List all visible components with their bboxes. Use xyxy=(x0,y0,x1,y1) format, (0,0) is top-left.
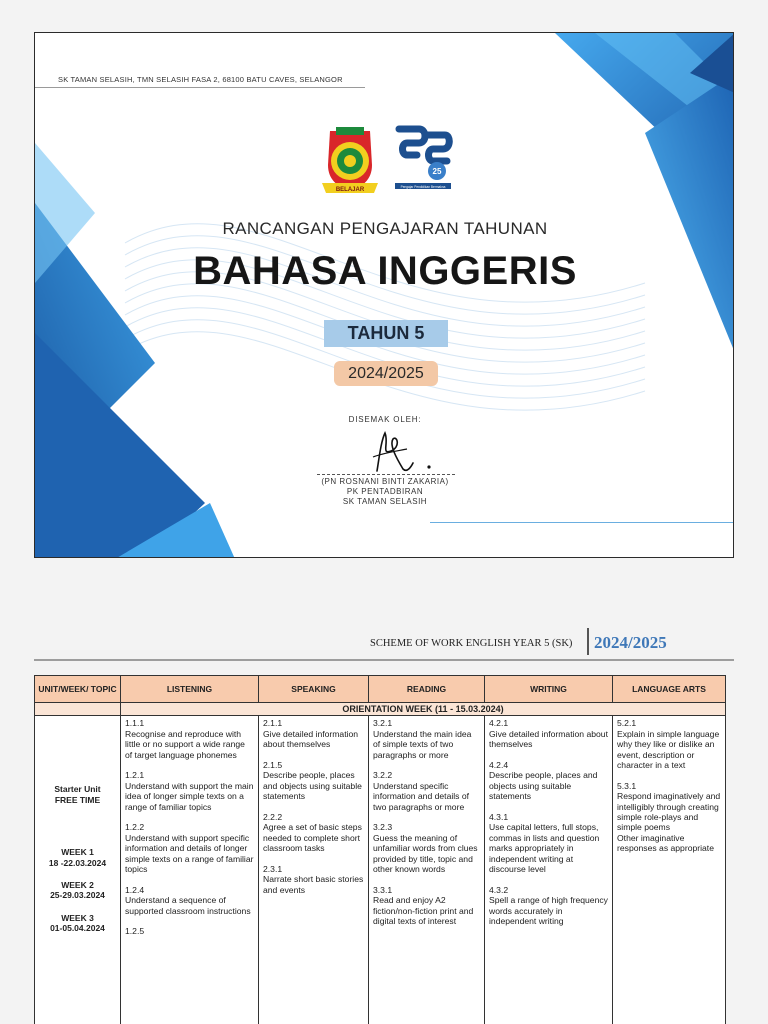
address-underline xyxy=(35,87,365,88)
signatory-block xyxy=(35,477,734,507)
decorative-rule xyxy=(430,522,734,523)
unit-week-cell xyxy=(35,716,121,1024)
column-header-reading: READING xyxy=(369,676,485,703)
standard-code: 1.2.4 xyxy=(125,884,145,895)
list-item xyxy=(125,885,254,916)
standard-code: 4.3.2 xyxy=(489,884,509,895)
cover-title: BAHASA INGGERIS xyxy=(193,249,577,293)
standard-code: 3.2.2 xyxy=(373,770,393,781)
standard-text: Understand specific information and details of two paragraphs or more xyxy=(373,780,470,812)
standard-text: Give detailed information about themselves xyxy=(263,728,359,750)
standard-text: Respond imaginatively and intelligibly through creating simple role-plays and simple poems xyxy=(617,791,721,833)
orientation-row xyxy=(35,703,726,716)
list-item xyxy=(373,885,480,927)
list-item xyxy=(617,833,721,854)
list-item xyxy=(263,812,364,854)
week-label: WEEK 3 xyxy=(61,912,94,923)
standard-code: 3.2.3 xyxy=(373,822,393,833)
speaking-cell xyxy=(259,716,369,1024)
column-header-writing: WRITING xyxy=(485,676,613,703)
standard-text: Understand with support specific information and details of longer simple texts on a range of familiar topics xyxy=(125,832,254,875)
scheme-header: SCHEME OF WORK ENGLISH YEAR 5 (SK) xyxy=(370,638,573,649)
standard-text: Understand with support the main idea of longer simple texts on a range of familiar topics xyxy=(125,780,254,812)
standard-code: 2.3.1 xyxy=(263,864,283,875)
list-item xyxy=(263,864,364,895)
column-header-language-arts: LANGUAGE ARTS xyxy=(613,676,726,703)
signatory-school: SK TAMAN SELASIH xyxy=(342,497,428,506)
standard-code: 1.1.1 xyxy=(125,718,145,729)
logo-number: 25 xyxy=(432,167,442,176)
standard-text: Guess the meaning of unfamiliar words from clues provided by title, topic and other known words xyxy=(373,832,478,875)
list-item xyxy=(489,718,608,749)
list-item xyxy=(263,718,364,749)
handwritten-signature xyxy=(367,429,447,475)
orientation-week: ORIENTATION WEEK (11 - 15.03.2024) xyxy=(121,703,726,716)
standard-text: Describe people, places and objects using suitable statements xyxy=(489,770,598,802)
unit-name: Starter Unit xyxy=(54,784,101,795)
standard-text: Explain in simple language why they like or dislike an event, description or character in a text xyxy=(617,728,720,771)
standard-code: 4.2.4 xyxy=(489,760,509,771)
list-item xyxy=(489,885,608,927)
standard-text: Agree a set of basic steps needed to complete short classroom tasks xyxy=(263,822,362,854)
table-header-row xyxy=(35,676,726,703)
cover-page xyxy=(34,32,734,558)
logo-caption: Pengajar Pendidikan Bermakna xyxy=(400,185,446,189)
standard-text: Read and enjoy A2 fiction/non-fiction print and digital texts of interest xyxy=(373,895,474,927)
list-item xyxy=(373,718,480,760)
orientation-spacer xyxy=(35,703,121,716)
signatory-name: (PN ROSNANI BINTI ZAKARIA) xyxy=(321,477,449,486)
header-rule xyxy=(34,659,734,661)
school-crest-logo xyxy=(318,125,382,199)
standard-text: Give detailed information about themselves xyxy=(489,728,608,750)
week-dates: 25-29.03.2024 xyxy=(50,890,105,901)
listening-cell xyxy=(121,716,259,1024)
column-header-unit: UNIT/WEEK/ TOPIC xyxy=(35,676,121,703)
session-badge: 2024/2025 xyxy=(334,361,438,386)
list-item xyxy=(489,760,608,802)
writing-cell xyxy=(485,716,613,1024)
standard-text: Understand a sequence of supported classroom instructions xyxy=(125,895,251,916)
standard-code: 2.2.2 xyxy=(263,812,283,823)
week-dates: 18 -22.03.2024 xyxy=(48,857,107,868)
list-item xyxy=(125,822,254,874)
cover-subtitle: RANCANGAN PENGAJARAN TAHUNAN xyxy=(222,219,548,238)
column-header-speaking: SPEAKING xyxy=(259,676,369,703)
program-logo xyxy=(393,125,453,195)
week-dates: 01-05.04.2024 xyxy=(50,923,105,934)
standard-code: 4.2.1 xyxy=(489,718,509,729)
list-item xyxy=(125,718,254,760)
standard-code: 5.2.1 xyxy=(617,718,637,729)
list-item xyxy=(373,822,480,874)
reading-cell xyxy=(369,716,485,1024)
list-item xyxy=(617,781,721,833)
standard-code: 5.3.1 xyxy=(617,780,637,791)
column-header-listening: LISTENING xyxy=(121,676,259,703)
scheme-of-work-table xyxy=(34,675,726,1024)
signatory-role: PK PENTADBIRAN xyxy=(346,487,424,496)
table-row xyxy=(35,716,726,1024)
standard-code: 2.1.1 xyxy=(263,718,283,729)
standard-code: 3.3.1 xyxy=(373,884,393,895)
standard-code: 1.2.1 xyxy=(125,770,145,781)
signature-line xyxy=(317,474,455,475)
crest-motto: BELAJAR xyxy=(335,187,365,193)
list-item xyxy=(125,770,254,812)
header-divider xyxy=(587,628,589,655)
standard-text: Narrate short basic stories and events xyxy=(263,874,364,895)
unit-topic: FREE TIME xyxy=(54,794,101,805)
standard-text: Understand the main idea of simple texts of two paragraphs or more xyxy=(373,728,472,760)
list-item xyxy=(125,926,254,936)
year-label-badge: TAHUN 5 xyxy=(324,320,448,347)
standard-code: 1.2.5 xyxy=(125,926,145,937)
week-label: WEEK 1 xyxy=(61,847,94,858)
week-label: WEEK 2 xyxy=(61,880,94,891)
standard-text: Recognise and reproduce with little or no support a wide range of target language phonemes xyxy=(125,728,245,760)
standard-code: 3.2.1 xyxy=(373,718,393,729)
list-item xyxy=(263,760,364,802)
standard-code: 4.3.1 xyxy=(489,812,509,823)
list-item xyxy=(489,812,608,874)
checked-by-label: DISEMAK OLEH: xyxy=(348,415,422,424)
standard-code: 1.2.2 xyxy=(125,822,145,833)
list-item xyxy=(373,770,480,812)
scheme-year: 2024/2025 xyxy=(594,633,667,652)
standard-code: 2.1.5 xyxy=(263,760,283,771)
list-item xyxy=(617,718,721,770)
standard-text: Other imaginative responses as appropriate xyxy=(617,832,714,854)
standard-text: Use capital letters, full stops, commas in lists and question marks appropriately in independent writing at discourse level xyxy=(489,822,600,875)
school-address: SK TAMAN SELASIH, TMN SELASIH FASA 2, 68100 BATU CAVES, SELANGOR xyxy=(58,75,343,84)
standard-text: Describe people, places and objects using suitable statements xyxy=(263,770,362,802)
language-arts-cell xyxy=(613,716,726,1024)
standard-text: Spell a range of high frequency words accurately in independent writing xyxy=(489,895,608,927)
